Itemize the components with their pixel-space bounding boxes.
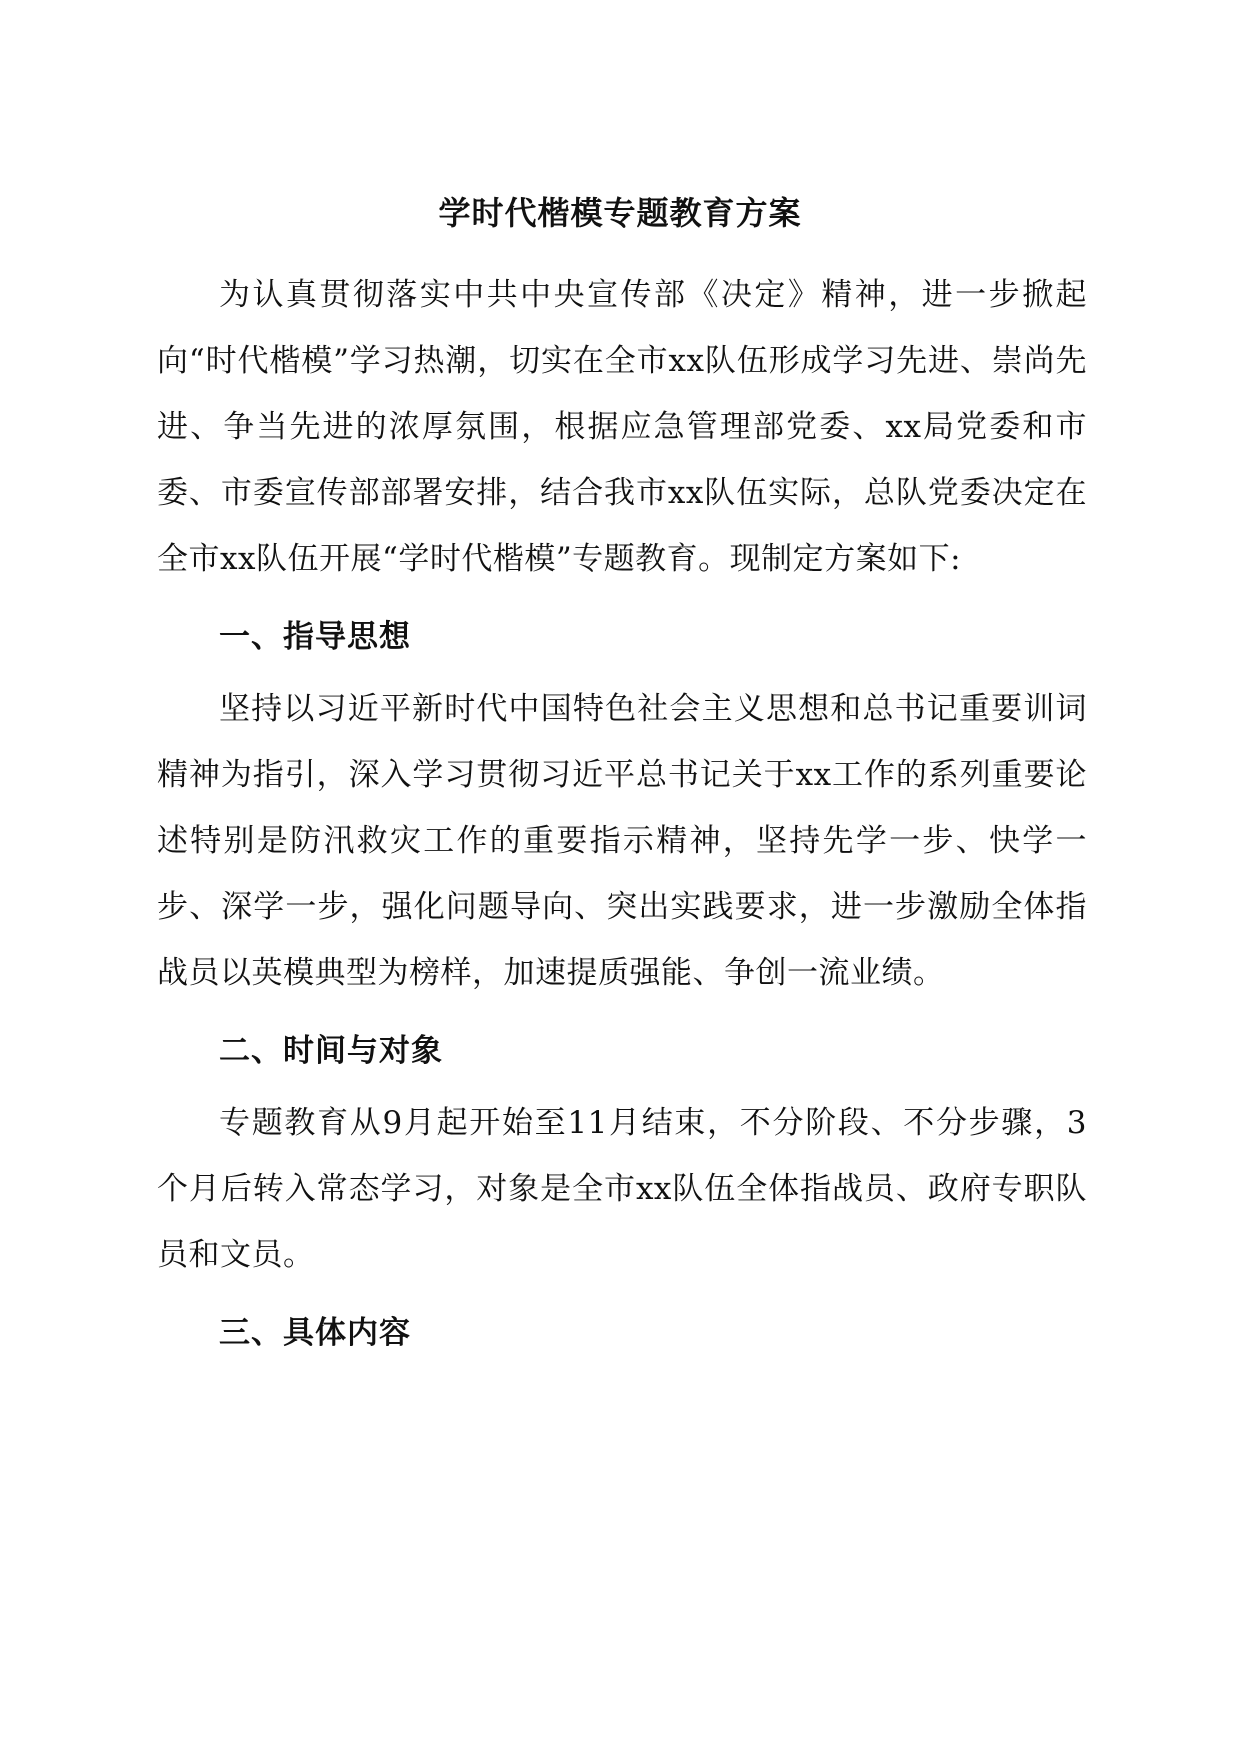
section-body-time-and-participants: 专题教育从9月起开始至11月结束，不分阶段、不分步骤，3个月后转入常态学习，对象是全市xx队伍全体指战员、政府专职队员和文员。 <box>157 1105 1087 1273</box>
section-heading-time-and-participants: 二、时间与对象 <box>219 1033 443 1069</box>
intro-paragraph: 为认真贯彻落实中共中央宣传部《决定》精神，进一步掀起向“时代楷模”学习热潮，切实在全市xx队伍形成学习先进、崇尚先进、争当先进的浓厚氛围，根据应急管理部党委、xx局党委和市委、市委宣传部部署安排，结合我市xx队伍实际，总队党委决定在全市xx队伍开展“学时代楷模”专题教育。现制定方案如下: <box>157 277 1087 577</box>
section-heading-guiding-ideology: 一、指导思想 <box>219 619 411 655</box>
section-body-guiding-ideology: 坚持以习近平新时代中国特色社会主义思想和总书记重要训词精神为指引，深入学习贯彻习近平总书记关于xx工作的系列重要论述特别是防汛救灾工作的重要指示精神，坚持先学一步、快学一步、深学一步，强化问题导向、突出实践要求，进一步激励全体指战员以英模典型为榜样，加速提质强能、争创一流业绩。 <box>157 691 1087 991</box>
document-title: 学时代楷模专题教育方案 <box>438 194 802 232</box>
document-body <box>157 262 1087 1372</box>
section-heading-specific-content: 三、具体内容 <box>219 1315 411 1351</box>
